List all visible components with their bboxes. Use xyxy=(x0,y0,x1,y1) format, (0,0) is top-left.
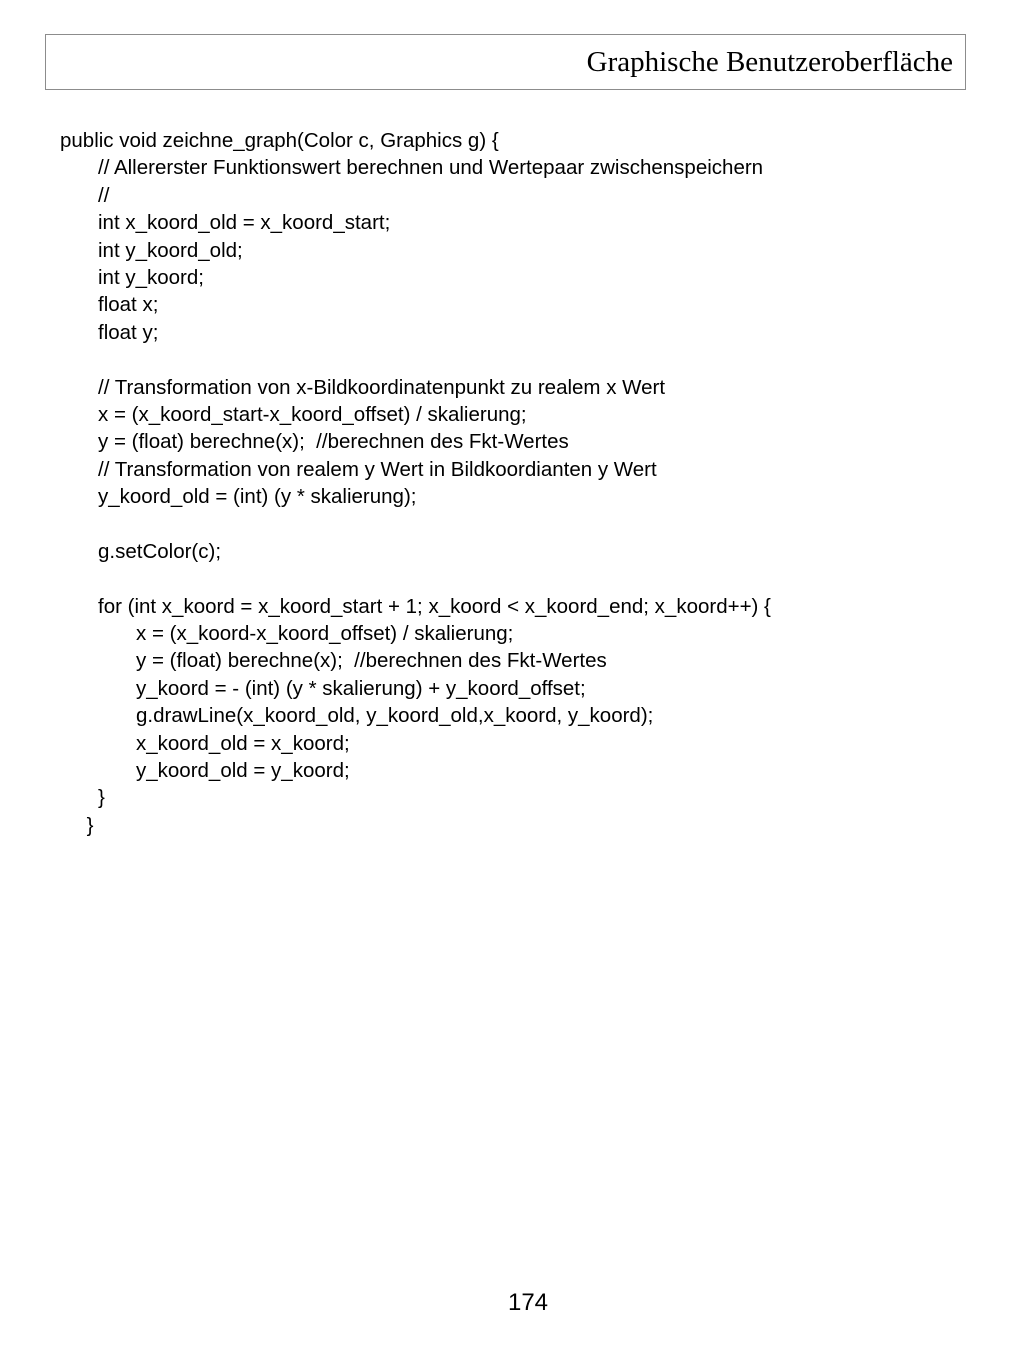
code-line: float x; xyxy=(98,293,159,317)
code-line: x_koord_old = x_koord; xyxy=(136,731,350,755)
code-line xyxy=(60,346,960,373)
code-line: x = (x_koord_start-x_koord_offset) / skalierung; xyxy=(98,402,527,426)
code-line: public void zeichne_graph(Color c, Graphics g) { xyxy=(60,129,499,152)
code-line: float y; xyxy=(98,320,159,344)
code-line: } xyxy=(98,786,105,810)
code-line: g.drawLine(x_koord_old, y_koord_old,x_koord, y_koord); xyxy=(136,704,654,728)
code-line: y_koord_old = y_koord; xyxy=(136,758,350,782)
code-line: y = (float) berechne(x); //berechnen des Fkt-Wertes xyxy=(136,649,607,673)
code-line: int y_koord; xyxy=(98,265,204,289)
code-line: for (int x_koord = x_koord_start + 1; x_koord < x_koord_end; x_koord++) { xyxy=(98,594,771,618)
page-header xyxy=(45,34,966,90)
code-line: g.setColor(c); xyxy=(98,539,222,563)
header-title: Graphische Benutzeroberfläche xyxy=(586,46,953,78)
code-line: int y_koord_old; xyxy=(98,238,243,262)
code-line: // Transformation von realem y Wert in Bildkoordianten y Wert xyxy=(98,457,657,481)
code-line: } xyxy=(86,813,94,837)
code-line: y = (float) berechne(x); //berechnen des Fkt-Wertes xyxy=(98,430,569,454)
code-line: y_koord = - (int) (y * skalierung) + y_koord_offset; xyxy=(136,676,586,700)
code-line: x = (x_koord-x_koord_offset) / skalierung; xyxy=(136,622,514,646)
code-line: // xyxy=(98,183,110,207)
code-line: // Allererster Funktionswert berechnen und Wertepaar zwischenspeichern xyxy=(98,156,764,180)
code-listing xyxy=(60,127,960,839)
code-line: int x_koord_old = x_koord_start; xyxy=(98,211,391,235)
page-number: 174 xyxy=(507,1289,549,1316)
code-line xyxy=(60,565,960,592)
code-line xyxy=(60,510,960,537)
code-line: y_koord_old = (int) (y * skalierung); xyxy=(98,485,417,509)
code-line: // Transformation von x-Bildkoordinatenpunkt zu realem x Wert xyxy=(98,375,666,399)
